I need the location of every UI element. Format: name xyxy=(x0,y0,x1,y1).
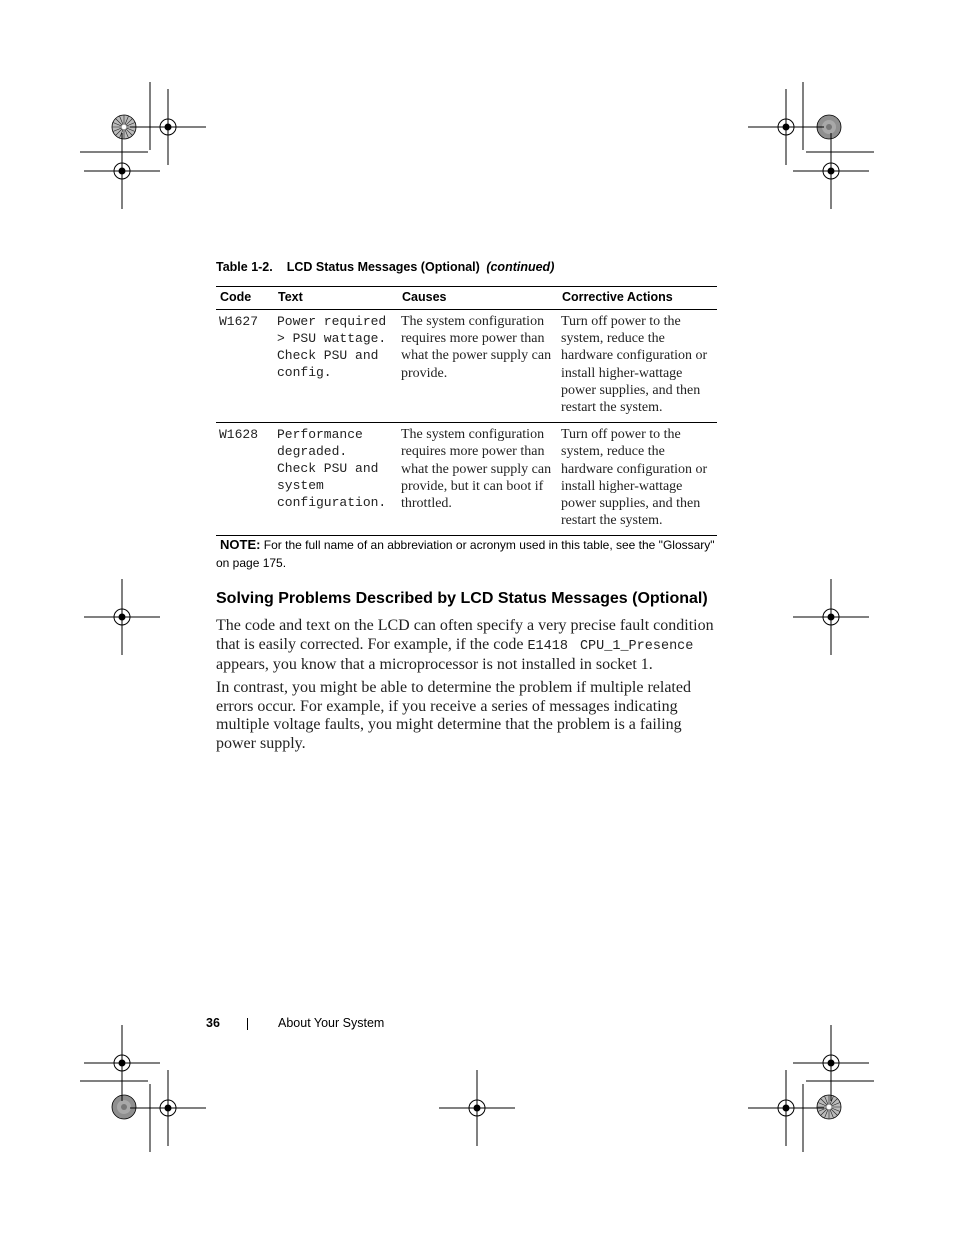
paragraph-text: appears, you know that a microprocessor is not installed in socket 1. xyxy=(216,656,653,674)
lcd-status-table xyxy=(216,286,717,536)
cell-text: Performance degraded. Check PSU and system configuration. xyxy=(274,423,398,536)
table-caption xyxy=(216,260,554,274)
table-note xyxy=(216,536,716,572)
cell-causes: The system configuration requires more power than what the power supply can provide, but it can boot if throttled. xyxy=(398,423,558,536)
cell-actions: Turn off power to the system, reduce the hardware configuration or install higher-wattage power supplies, and then restart the system. xyxy=(558,423,717,536)
table-title: LCD Status Messages (Optional) xyxy=(286,260,480,274)
running-title: About Your System xyxy=(278,1016,385,1030)
paragraph-text: The code and text on the LCD can often specify a very precise fault condition that is easily corrected. For example, if the code xyxy=(216,617,714,653)
cell-causes: The system configuration requires more power than what the power supply can provide. xyxy=(398,310,558,423)
table-continued-label: (continued) xyxy=(486,260,555,274)
cell-text: Power required > PSU wattage. Check PSU and config. xyxy=(274,310,398,423)
table-row xyxy=(216,310,717,423)
paragraph xyxy=(216,617,716,675)
paragraph: In contrast, you might be able to determine the problem if multiple related errors occur. For example, if you receive a series of messages indicating multiple voltage faults, you might determine that the problem is a failing power supply. xyxy=(216,679,691,753)
cell-actions: Turn off power to the system, reduce the hardware configuration or install higher-wattage power supplies, and then restart the system. xyxy=(558,310,717,423)
column-header-text: Text xyxy=(274,287,398,310)
column-header-causes: Causes xyxy=(398,287,558,310)
section-heading: Solving Problems Described by LCD Status Messages (Optional) xyxy=(216,590,708,607)
table-number: Table 1-2. xyxy=(216,260,273,274)
footer-divider xyxy=(247,1018,248,1030)
note-label: NOTE: xyxy=(220,537,261,552)
table-header-row xyxy=(216,287,717,310)
inline-code: E1418 xyxy=(527,638,568,654)
cell-code: W1628 xyxy=(216,423,274,536)
column-header-actions: Corrective Actions xyxy=(558,287,717,310)
note-text: For the full name of an abbreviation or acronym used in this table, see the "Glossary" on page 175. xyxy=(216,538,715,570)
cell-code: W1627 xyxy=(216,310,274,423)
column-header-code: Code xyxy=(216,287,274,310)
page-number: 36 xyxy=(206,1016,220,1030)
inline-code: CPU_1_Presence xyxy=(579,638,694,654)
table-row xyxy=(216,423,717,536)
